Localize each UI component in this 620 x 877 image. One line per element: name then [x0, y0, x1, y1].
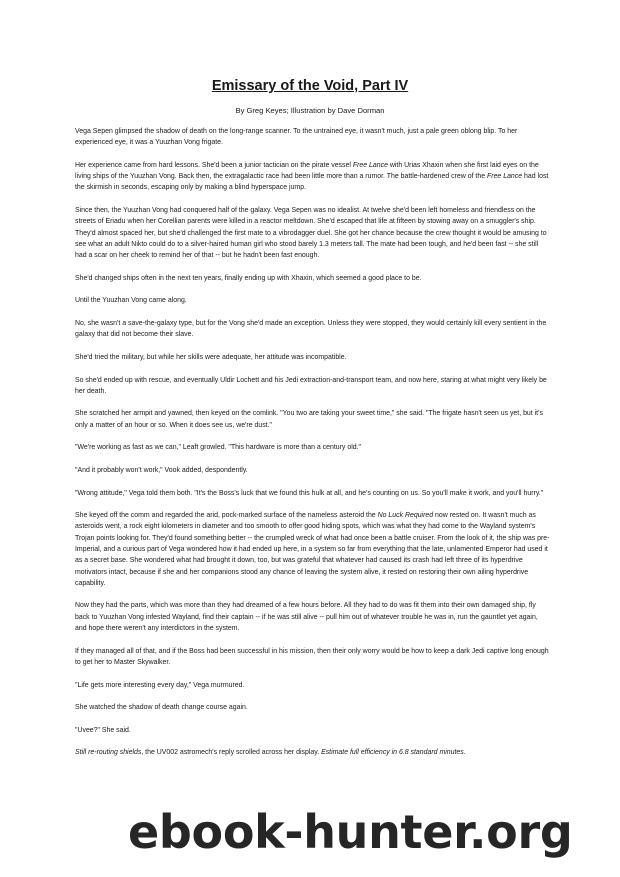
paragraph [75, 465, 550, 476]
italic-text: make [449, 489, 467, 497]
paragraph [75, 408, 550, 431]
text-run: So she'd ended up with rescue, and eventually Uldir Lochett and his Jedi extraction-and-transport team, and now here, staring at what might very likely be her death. [75, 376, 547, 395]
paragraph [75, 273, 550, 284]
text-run: it work, and you'll hurry." [466, 489, 544, 497]
paragraph [75, 205, 550, 261]
paragraph [75, 488, 550, 499]
text-run: She watched the shadow of death change course again. [75, 704, 248, 712]
text-run: Her experience came from hard lessons. She'd been a junior tactician on the pirate vessel [75, 161, 353, 169]
paragraph [75, 646, 550, 669]
text-run: Vega Sepen glimpsed the shadow of death on the long-range scanner. To the untrained eye, it wasn't much, just a pale green oblong blip. To her experienced eye, it was a Yuuzhan Vong frigate. [75, 128, 518, 147]
text-run: "And it probably won't work," Vook added, despondently. [75, 466, 248, 474]
text-run: She'd changed ships often in the next ten years, finally ending up with Xhaxin, which seemed a good place to be. [75, 274, 422, 282]
paragraph [75, 318, 550, 341]
italic-text: Free Lance [487, 173, 523, 181]
paragraph [75, 600, 550, 634]
text-run: with Urias Xhaxin when she first laid eyes on the living ships of the Yuuzhan Vong. Back then, the extragalactic race had been little more than a rumor. The battle-hardened crew of the [75, 161, 539, 181]
paragraph [75, 126, 550, 149]
text-run: Until the Yuuzhan Vong came along. [75, 297, 187, 305]
text-run: Since then, the Yuuzhan Vong had conquered half of the galaxy. Vega Sepen was no idealist. At twelve she'd been left homeless and friendless on the streets of Eriadu when her Corellian parents were killed in a reactor meltdown. She'd escaped that life at fifteen by stowing away on a smuggler's ship. They'd almost spaced her, but she'd challenged the first mate to a vibrodagger duel. She got her chance because the crew thought it would be amusing to see what an adult Nikto could do to a silver-haired human girl who stood barely 1.3 meters tall. The mate had been tough, and he'd been fast -- she still had a scar on her cheek to remind her of that -- but he hadn't been fast enough. [75, 207, 547, 260]
story-title: Emissary of the Void, Part IV [211, 78, 409, 94]
paragraph [75, 725, 550, 736]
italic-text: Free Lance [352, 161, 388, 169]
text-run: "Life gets more interesting every day," Vega murmured. [75, 681, 245, 689]
paragraph [75, 702, 550, 713]
text-run: She'd tried the military, but while her skills were adequate, her attitude was incompatible. [75, 353, 347, 361]
paragraph [75, 442, 550, 453]
text-run: , the UV002 astromech's reply scrolled across her display. [141, 749, 322, 757]
text-run: Now they had the parts, which was more than they had dreamed of a few hours before. All they had to do was fit them into their own damaged ship, fly back to Yuuzhan Vong infested Wayland, find their captain -- if he was still alive -- pull him out of whatever trouble he was in, run the gauntlet yet again, and hope there weren't any interdictors in the system. [75, 602, 538, 633]
paragraph [75, 680, 550, 691]
paragraph [75, 295, 550, 306]
text-run: "We're working as fast as we can," Leaft growled. "This hardware is more than a century old." [75, 444, 361, 452]
italic-text: No Luck Required [377, 512, 434, 520]
paragraph [75, 510, 550, 589]
text-run: She keyed off the comm and regarded the arid, pock-marked surface of the nameless asteroid the [75, 512, 378, 520]
paragraph [75, 747, 550, 758]
italic-text: Estimate full efficiency in 6.8 standard minutes. [321, 749, 466, 757]
paragraph [75, 160, 550, 194]
watermark: ebook-hunter.org [128, 805, 573, 859]
text-run: had lost the skirmish in seconds, escaping only by making a blind hyperspace jump. [75, 173, 549, 192]
text-run: If they managed all of that, and if the Boss had been successful in his mission, then their only worry would be how to keep a dark Jedi captive long enough to get her to Master Skywalker. [75, 647, 549, 666]
text-run: "Uvee?" She said. [75, 726, 131, 734]
italic-text: Still re-routing shields [75, 749, 142, 757]
text-run: She scratched her armpit and yawned, then keyed on the comlink. "You two are taking your sweet time," she said. "The frigate hasn't seen us yet, but it's only a matter of an hour or so. When it does see us, we're dust." [75, 410, 543, 429]
paragraph [75, 352, 550, 363]
story-body [75, 126, 550, 770]
text-run: "Wrong attitude," Vega told them both. "It's the Boss's luck that we found this hulk at all, and he's counting on us. So you'll [75, 489, 450, 497]
text-run: now rested on. It wasn't much as asteroids went, a rock eight kilometers in diameter and too smooth to offer good hiding spots, which was what they had come to the Wayland system's Trojan points looking for. They'd found something better -- the crumpled wreck of what had once been a battle cruiser. From the look of it, the ship was pre-Imperial, and a curious part of Vega wondered how it had ended up here, in a system so far from everything that the late, unlamented Emperor had used it as a secret base. She wondered what had brought it down, too, but was grateful that whatever had caused its crash had left three of its hyperdrive motivators intact, because if she and her companions stood any chance of leaving the system alive, it rested on restoring their own ailing hyperdrive capability. [75, 512, 550, 587]
byline: By Greg Keyes; Illustration by Dave Dorman [235, 106, 385, 115]
text-run: No, she wasn't a save-the-galaxy type, but for the Vong she'd made an exception. Unless they were stopped, they would certainly kill every sentient in the galaxy that did not become their slave. [75, 320, 547, 339]
paragraph [75, 375, 550, 398]
